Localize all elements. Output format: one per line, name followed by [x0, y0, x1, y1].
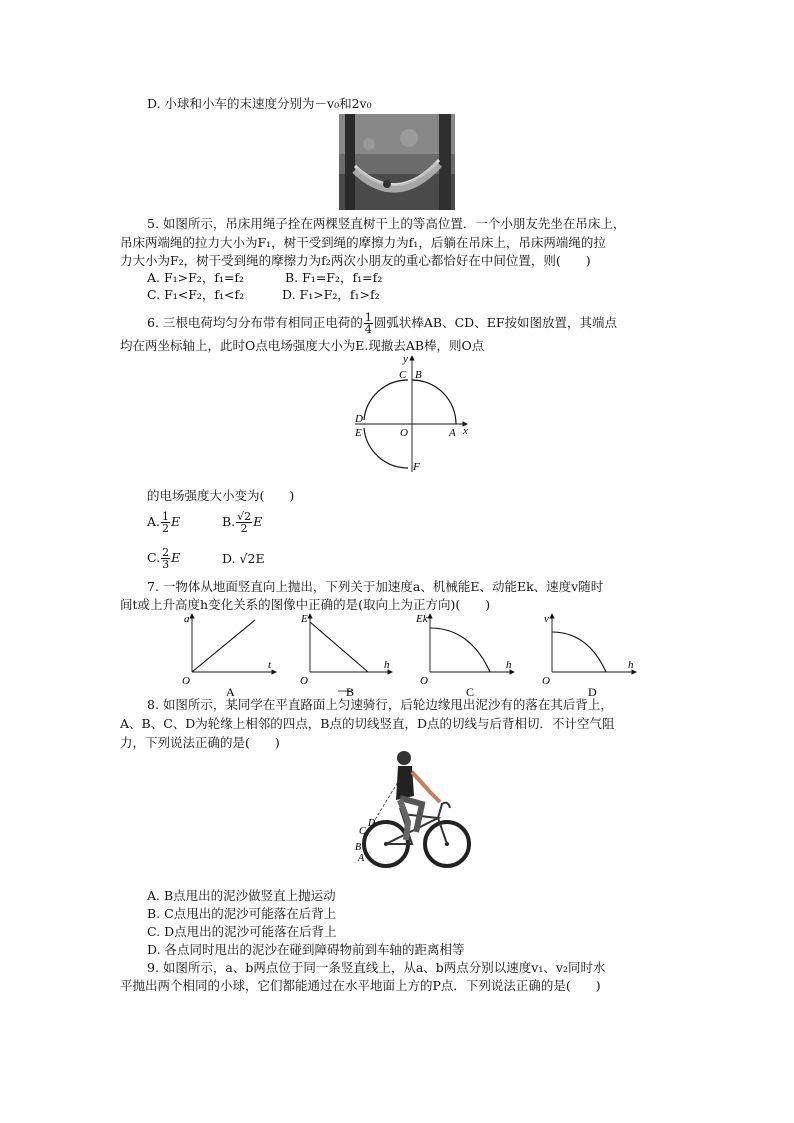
- hammock-image: [339, 114, 455, 210]
- label-d: D: [368, 818, 376, 829]
- graph-c-y-label: Ek: [416, 613, 428, 625]
- rider-torso: [396, 766, 414, 800]
- q6-text-line1: [147, 312, 617, 335]
- cyclist-diagram: [350, 748, 480, 873]
- graph-c: [415, 613, 514, 699]
- q5-option-a: A. F₁>F₂，f₁=f₂: [147, 270, 245, 285]
- graph-a-x-label: t: [268, 659, 272, 671]
- q8-text-line2: A、B、C、D为轮缘上相邻的四点，B点的切线竖直，D点的切线与后背相切．不计空气阻: [120, 716, 615, 731]
- q6-text-line3: 的电场强度大小变为( ): [147, 488, 295, 503]
- q6-text-line2: 均在两坐标轴上，此时O点电场强度大小为E.现撤去AB棒，则O点: [120, 338, 485, 353]
- label-b: B: [415, 369, 422, 381]
- q6-text-part1: 6. 三根电荷均匀分布带有相同正电荷的: [147, 315, 363, 330]
- graph-b: [300, 613, 392, 699]
- graph-a: [182, 613, 276, 699]
- graph-d-x-label: h: [628, 659, 634, 671]
- graph-d-curve: [552, 632, 606, 672]
- graph-a-curve: [192, 620, 255, 672]
- q7-graphs: [180, 610, 640, 700]
- label-a: A: [449, 427, 456, 439]
- graph-d-origin: O: [542, 675, 550, 687]
- q6-option-a: A. $\frac{1}{2}$ E: [147, 510, 181, 535]
- q6-option-d: D. √2E: [222, 551, 265, 566]
- arc-cd: [364, 380, 408, 420]
- label-c: C: [359, 826, 366, 837]
- graph-a-origin: O: [182, 675, 190, 687]
- graph-b-curve: [310, 622, 368, 672]
- graph-c-x-label: h: [506, 659, 512, 671]
- hammock-photo: [339, 114, 455, 210]
- rider-head: [397, 751, 411, 765]
- q8-option-b: B. C点甩出的泥沙可能落在后背上: [147, 906, 337, 921]
- graph-c-origin: O: [420, 675, 428, 687]
- q6-text-part2: 圆弧状棒AB、CD、EF按如图放置，其端点: [373, 315, 618, 330]
- label-d: D: [355, 413, 363, 425]
- graph-b-origin: O: [300, 675, 308, 687]
- q6-option-b-fraction: $\frac{√2}{2}$: [237, 510, 252, 535]
- q5-option-d: D. F₁>F₂，f₁>f₂: [282, 287, 380, 302]
- quarter-fraction: $\frac{1}{4}$: [364, 311, 372, 336]
- label-f: F: [413, 461, 420, 473]
- arc-ab: [412, 380, 456, 424]
- graph-b-y-label: E: [301, 613, 308, 625]
- q8-text-line1: 8. 如图所示，某同学在平直路面上匀速骑行，后轮边缘甩出泥沙有的落在其后背上，: [147, 697, 613, 712]
- q5-text-line2: 吊床两端绳的拉力大小为F₁，树干受到绳的摩擦力为f₁，后躺在吊床上，吊床两端绳的拉: [120, 235, 606, 250]
- q5-text-line3: 力大小为F₂，树干受到绳的摩擦力为f₂两次小朋友的重心都恰好在中间位置，则( ): [120, 253, 591, 268]
- graph-d-y-label: v: [544, 613, 549, 625]
- label-o: O: [400, 427, 408, 439]
- q6-option-b: B. $\frac{√2}{2}$ E: [222, 510, 263, 535]
- q6-option-c: C. $\frac{2}{3}$ E: [147, 546, 181, 571]
- q9-text-line1: 9. 如图所示，a、b两点位于同一条竖直线上，从a、b两点分别以速度v₁、v₂同时水: [147, 960, 606, 975]
- graph-c-curve: [430, 628, 490, 672]
- label-e: E: [355, 427, 362, 439]
- label-a: A: [358, 853, 365, 864]
- graph-d: [542, 613, 636, 699]
- graph-b-caption: B: [346, 685, 355, 699]
- q5-option-c: C. F₁<F₂，f₁<f₂: [147, 287, 245, 302]
- label-y: y: [403, 353, 408, 365]
- q8-text-line3: 力，下列说法正确的是( ): [120, 735, 280, 750]
- label-b: B: [355, 842, 362, 853]
- graph-d-caption: D: [588, 685, 597, 699]
- q5-text-line1: 5. 如图所示，吊床用绳子拴在两棵竖直树干上的等高位置．一个小朋友先坐在吊床上，: [147, 216, 626, 231]
- q8-option-c: C. D点甩出的泥沙可能落在后背上: [147, 924, 337, 939]
- q9-text-line2: 平抛出两个相同的小球，它们都能通过在水平地面上方的P点．下列说法正确的是( ): [120, 978, 601, 993]
- q5-option-b: B. F₁=F₂，f₁=f₂: [285, 270, 383, 285]
- graph-c-caption: C: [466, 685, 475, 699]
- q8-option-d: D. 各点同时甩出的泥沙在碰到障碍物前到车轴的距离相等: [147, 942, 465, 957]
- label-x: x: [463, 425, 468, 437]
- graph-a-caption: A: [226, 685, 235, 699]
- q4-option-d: D. 小球和小车的末速度分别为－v₀和2v₀: [147, 96, 372, 111]
- q7-text-line2: 间t或上升高度h变化关系的图像中正确的是(取向上为正方向)( ): [120, 597, 491, 612]
- q7-text-line1: 7. 一物体从地面竖直向上抛出，下列关于加速度a、机械能E、动能Ek、速度v随时: [147, 579, 604, 594]
- graph-a-y-label: a: [184, 613, 190, 625]
- label-c: C: [399, 369, 407, 381]
- graph-b-x-label: h: [384, 659, 390, 671]
- arc-field-diagram: [345, 352, 475, 476]
- q6-option-c-fraction: $\frac{2}{3}$: [162, 546, 170, 571]
- q6-option-a-fraction: $\frac{1}{2}$: [162, 510, 170, 535]
- q8-option-a: A. B点甩出的泥沙做竖直上抛运动: [147, 888, 336, 903]
